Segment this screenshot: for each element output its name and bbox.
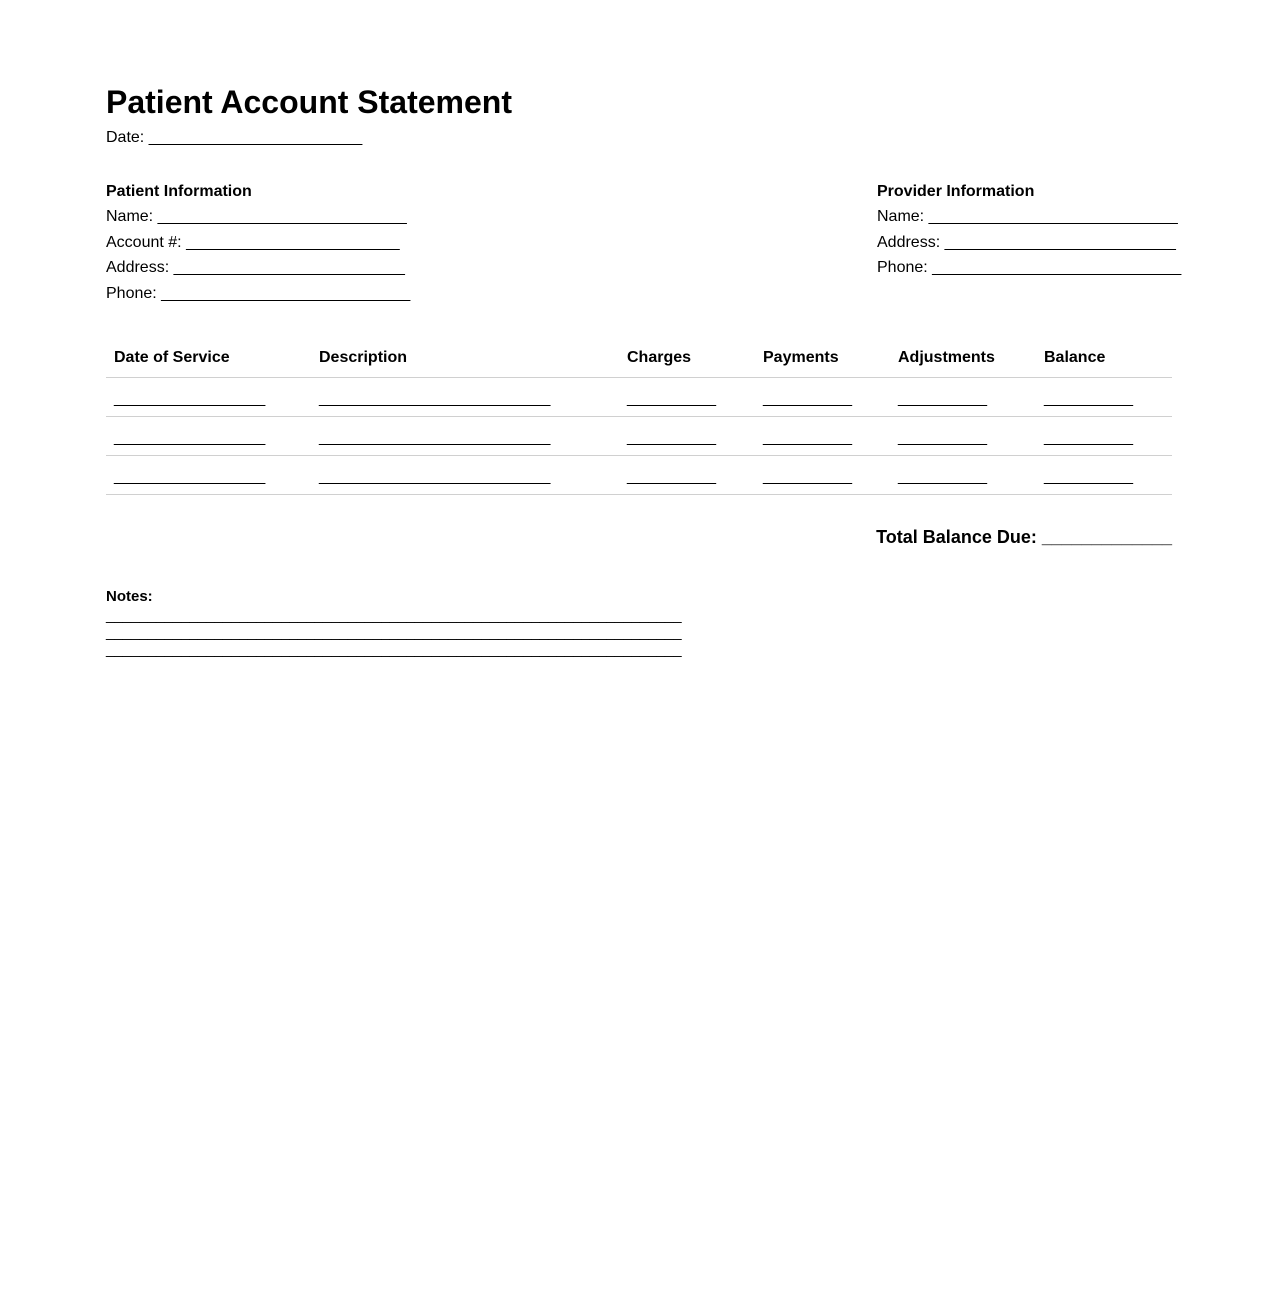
adjustments-cell[interactable]: __________ <box>890 378 1036 417</box>
total-balance-label: Total Balance Due: <box>876 527 1037 547</box>
charges-cell[interactable]: __________ <box>619 456 755 495</box>
table-row <box>106 417 1172 456</box>
date-label: Date: <box>106 129 145 146</box>
field-label: Name: <box>877 208 925 225</box>
total-balance-blank[interactable]: _____________ <box>1041 527 1172 547</box>
payments-cell[interactable]: __________ <box>755 378 890 417</box>
patient-information <box>106 182 410 309</box>
field-blank[interactable]: ____________________________ <box>932 259 1182 276</box>
field-label: Phone: <box>877 259 928 276</box>
provider-information <box>877 182 1181 284</box>
description-cell[interactable]: __________________________ <box>311 456 619 495</box>
patient-phone-field <box>106 284 410 310</box>
field-blank[interactable]: ____________________________ <box>928 208 1178 225</box>
field-blank[interactable]: ____________________________ <box>161 284 411 302</box>
notes-line[interactable]: _____________________________________________________________________ <box>106 624 682 641</box>
column-header-description: Description <box>311 338 619 378</box>
notes-line[interactable]: _____________________________________________________________________ <box>106 641 682 658</box>
column-header-payments: Payments <box>755 338 890 378</box>
column-header-balance: Balance <box>1036 338 1172 378</box>
date-field <box>106 128 362 148</box>
patient-name-field <box>106 207 410 233</box>
field-label: Address: <box>106 259 170 276</box>
table-header-row <box>106 338 1172 378</box>
description-cell[interactable]: __________________________ <box>311 378 619 417</box>
patient-information-heading: Patient Information <box>106 183 252 200</box>
page-title: Patient Account Statement <box>106 84 512 120</box>
notes-section <box>106 587 682 658</box>
adjustments-cell[interactable]: __________ <box>890 456 1036 495</box>
field-label: Address: <box>877 233 941 251</box>
field-label: Name: <box>106 208 154 225</box>
table-row <box>106 378 1172 417</box>
total-balance-due <box>876 526 1172 548</box>
field-label: Phone: <box>106 284 157 302</box>
date-of-service-cell[interactable]: _________________ <box>106 417 311 456</box>
field-label: Account #: <box>106 233 182 251</box>
adjustments-cell[interactable]: __________ <box>890 417 1036 456</box>
field-blank[interactable]: ________________________ <box>186 233 400 251</box>
patient-address-field <box>106 258 410 284</box>
description-cell[interactable]: __________________________ <box>311 417 619 456</box>
services-table <box>106 338 1172 495</box>
column-header-charges: Charges <box>619 338 755 378</box>
provider-phone-field <box>877 258 1181 284</box>
field-blank[interactable]: ____________________________ <box>157 208 407 225</box>
charges-cell[interactable]: __________ <box>619 378 755 417</box>
date-of-service-cell[interactable]: _________________ <box>106 378 311 417</box>
balance-cell[interactable]: __________ <box>1036 378 1172 417</box>
payments-cell[interactable]: __________ <box>755 456 890 495</box>
field-blank[interactable]: __________________________ <box>173 259 405 276</box>
charges-cell[interactable]: __________ <box>619 417 755 456</box>
payments-cell[interactable]: __________ <box>755 417 890 456</box>
column-header-adjustments: Adjustments <box>890 338 1036 378</box>
notes-line[interactable]: _____________________________________________________________________ <box>106 607 682 624</box>
notes-label: Notes: <box>106 588 153 605</box>
column-header-date-of-service: Date of Service <box>106 338 311 378</box>
provider-name-field <box>877 207 1181 233</box>
field-blank[interactable]: __________________________ <box>944 233 1176 251</box>
balance-cell[interactable]: __________ <box>1036 456 1172 495</box>
provider-information-heading: Provider Information <box>877 183 1035 200</box>
balance-cell[interactable]: __________ <box>1036 417 1172 456</box>
table-row <box>106 456 1172 495</box>
date-blank[interactable]: ________________________ <box>148 129 363 146</box>
provider-address-field <box>877 233 1181 259</box>
patient-account-field <box>106 233 410 259</box>
date-of-service-cell[interactable]: _________________ <box>106 456 311 495</box>
